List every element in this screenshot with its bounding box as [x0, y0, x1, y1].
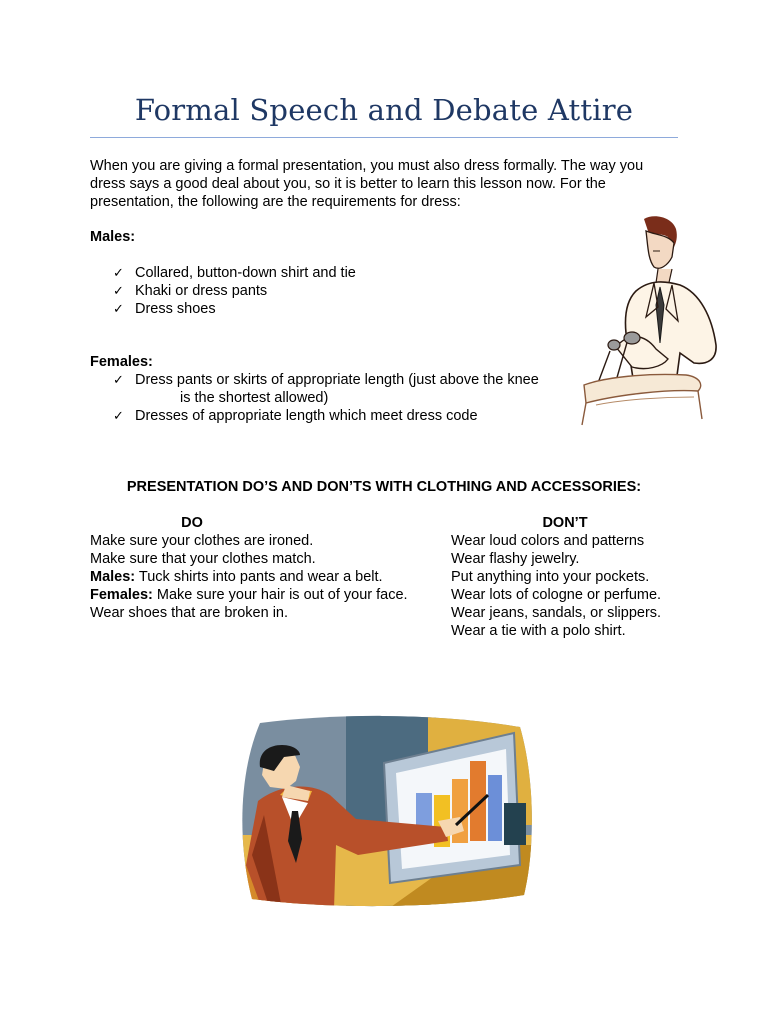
list-item: Make sure your clothes are ironed. — [90, 533, 314, 549]
title-underline — [90, 137, 678, 138]
dont-column — [451, 514, 711, 640]
list-item: Wear flashy jewelry. — [451, 551, 580, 567]
females-heading: Females: — [90, 354, 153, 370]
list-item: Wear shoes that are broken in. — [90, 605, 289, 621]
list-item: ✓ Dress pants or skirts of appropriate length (just above the knee is the shortest allowed) — [113, 372, 539, 406]
list-item: ✓ Dress shoes — [113, 301, 216, 317]
checkmark-icon: ✓ — [113, 301, 124, 316]
list-item: Wear loud colors and patterns — [451, 533, 645, 549]
males-list — [113, 264, 356, 318]
list-item: Wear lots of cologne or perfume. — [451, 587, 662, 603]
do-heading: DO — [181, 515, 203, 531]
speaker-at-podium-image — [576, 213, 718, 427]
list-item: Wear a tie with a polo shirt. — [451, 623, 626, 639]
list-item: ✓ Dresses of appropriate length which meet dress code — [113, 408, 478, 424]
dont-heading: DON’T — [542, 515, 588, 531]
list-item: Put anything into your pockets. — [451, 569, 650, 585]
males-heading: Males: — [90, 229, 136, 245]
list-item: Males: Tuck shirts into pants and wear a belt. — [90, 569, 383, 585]
page-title: Formal Speech and Debate Attire — [134, 93, 634, 127]
checkmark-icon: ✓ — [113, 408, 124, 423]
list-item: Wear jeans, sandals, or slippers. — [451, 605, 662, 621]
list-item: Females: Make sure your hair is out of your face. — [90, 587, 408, 603]
list-item: ✓ Collared, button-down shirt and tie — [113, 265, 356, 281]
intro-paragraph: When you are giving a formal presentation, you must also dress formally. The way you dress says a good deal about you, so it is better to learn this lesson now. For the presentation, the following are the requirements for dress: — [90, 158, 644, 210]
dos-donts-heading: PRESENTATION DO’S AND DON’TS WITH CLOTHING AND ACCESSORIES: — [126, 479, 642, 495]
presenter-with-chart-image — [238, 715, 536, 909]
list-item: ✓ Khaki or dress pants — [113, 283, 268, 299]
checkmark-icon: ✓ — [113, 283, 124, 298]
females-list — [113, 371, 558, 425]
do-column — [90, 514, 440, 622]
list-item: Make sure that your clothes match. — [90, 551, 316, 567]
checkmark-icon: ✓ — [113, 265, 124, 280]
checkmark-icon: ✓ — [113, 372, 124, 387]
